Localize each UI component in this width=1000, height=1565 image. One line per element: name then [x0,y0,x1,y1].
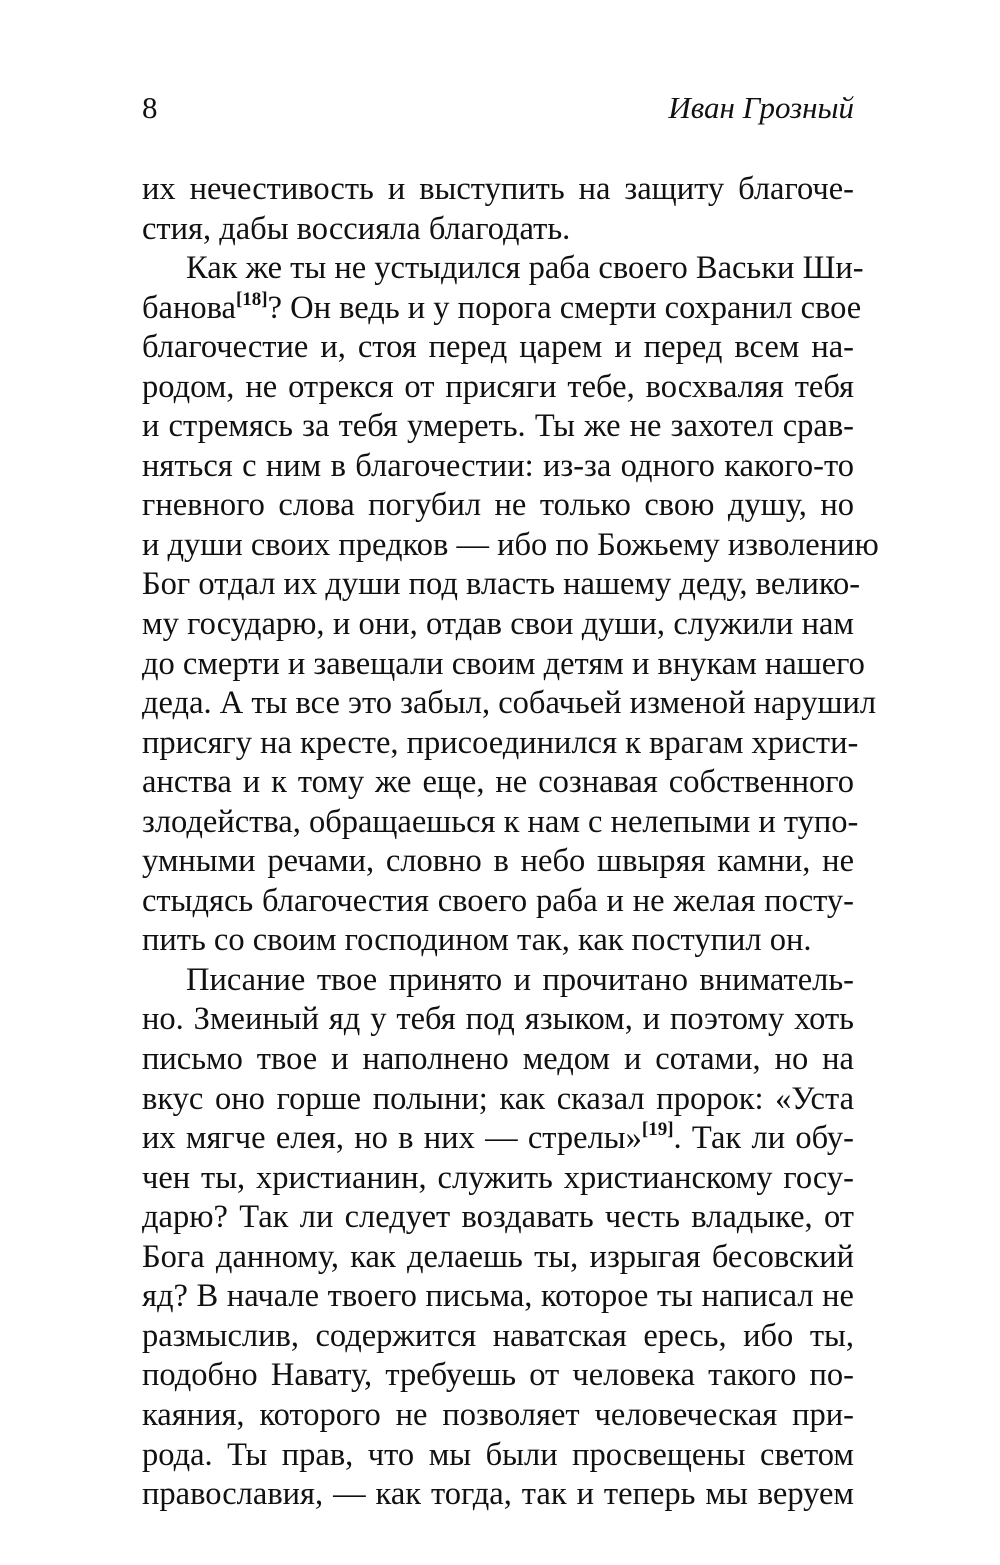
text-line: но. Змеиный яд у тебя под языком, и поэтому хоть [142,1001,854,1038]
text-fragment: . Так ли обу- [673,1120,854,1157]
text-line: анства и к тому же еще, не сознавая собственного [142,764,854,801]
text-line: пить со своим господином так, как поступил он. [142,922,812,959]
text-line: стыдясь благочестия своего раба и не желая посту- [142,882,854,919]
text-line: няться с ним в благочестии: из-за одного какого-то [142,447,854,484]
body-text [142,170,879,1515]
text-line: до смерти и завещали своим детям и внукам нашего [142,645,865,682]
text-line: рода. Ты прав, что мы были просвещены светом [142,1436,854,1473]
page-number: 8 [142,90,158,125]
text-line: злодейства, обращаешься к нам с нелепыми и тупо- [142,803,859,840]
text-line: Как же ты не устыдился раба своего Васьки Ши- [186,250,864,287]
text-line: умными речами, словно в небо швыряя камни, не [142,843,854,880]
text-line: и стремясь за тебя умереть. Ты же не захотел срав- [142,408,854,445]
text-line: деда. А ты все это забыл, собачьей изменой нарушил [142,685,877,722]
text-line: письмо твое и наполнено медом и сотами, но на [142,1041,854,1078]
footnote-ref-19[interactable]: [19] [641,1119,674,1141]
text-line: каяния, которого не позволяет человеческая при- [142,1396,854,1433]
text-line: и души своих предков — ибо по Божьему изволению [142,526,879,563]
text-line: дарю? Так ли следует воздавать честь владыке, от [142,1199,854,1236]
text-line: вкус оно горше полыни; как сказал пророк: «Уста [142,1080,854,1117]
text-line: Бога данному, как делаешь ты, изрыгая бесовский [142,1238,854,1275]
text-line [142,288,862,329]
text-line: их нечестивость и выступить на защиту благоче- [142,171,854,207]
text-line: размыслив, содержится наватская ересь, ибо ты, [142,1317,854,1354]
text-line: благочестие и, стоя перед царем и перед всем на- [142,329,854,366]
text-fragment: банова [142,289,236,326]
text-line: Писание твое принято и прочитано вниматель- [186,961,854,998]
book-title: Иван Грозный [668,90,854,125]
text-fragment: ? Он ведь и у порога смерти сохранил свое [267,289,862,326]
text-line: присягу на кресте, присоединился к врагам христи- [142,724,859,761]
text-line: му государю, и они, отдав свои души, служили нам [142,606,854,643]
text-line [142,1119,854,1159]
footnote-ref-18[interactable]: [18] [235,288,268,310]
text-line: чен ты, христианин, служить христианскому госу- [142,1159,854,1196]
text-line: подобно Навату, требуешь от человека такого по- [142,1357,854,1394]
text-line: стия, дабы воссияла благодать. [142,210,571,247]
text-line: Бог отдал их души под власть нашему деду, велико- [142,566,861,603]
text-line: яд? В начале твоего письма, которое ты написал не [142,1278,854,1315]
text-line: православия, — как тогда, так и теперь мы веруем [142,1476,854,1513]
text-line: родом, не отрекся от присяги тебе, восхваляя тебя [142,368,854,405]
text-fragment: их мягче елея, но в них — стрелы» [142,1120,642,1157]
text-line: гневного слова погубил не только свою душу, но [142,487,854,524]
running-head [142,88,854,128]
